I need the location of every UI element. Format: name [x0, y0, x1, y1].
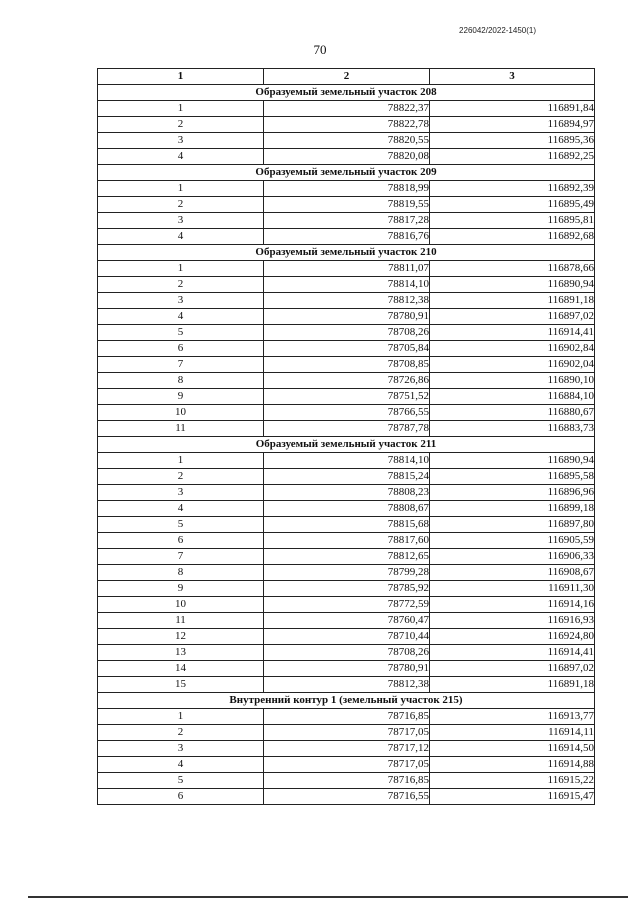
point-number: 6 [98, 533, 264, 549]
point-number: 1 [98, 181, 264, 197]
table-row [98, 261, 595, 277]
x-coordinate: 78812,65 [264, 549, 430, 565]
point-number: 2 [98, 725, 264, 741]
x-coordinate: 78799,28 [264, 565, 430, 581]
point-number: 4 [98, 229, 264, 245]
y-coordinate: 116892,68 [430, 229, 595, 245]
point-number: 15 [98, 677, 264, 693]
point-number: 8 [98, 565, 264, 581]
y-coordinate: 116894,97 [430, 117, 595, 133]
y-coordinate: 116892,25 [430, 149, 595, 165]
section-title: Образуемый земельный участок 211 [98, 437, 595, 453]
point-number: 2 [98, 117, 264, 133]
page-number: 70 [313, 42, 327, 57]
table-body [98, 85, 595, 805]
y-coordinate: 116891,84 [430, 101, 595, 117]
point-number: 4 [98, 309, 264, 325]
column-header-3: 3 [430, 69, 595, 85]
x-coordinate: 78705,84 [264, 341, 430, 357]
point-number: 4 [98, 149, 264, 165]
table-row [98, 725, 595, 741]
y-coordinate: 116892,39 [430, 181, 595, 197]
y-coordinate: 116880,67 [430, 405, 595, 421]
y-coordinate: 116914,41 [430, 325, 595, 341]
table-row [98, 565, 595, 581]
x-coordinate: 78817,60 [264, 533, 430, 549]
y-coordinate: 116914,88 [430, 757, 595, 773]
y-coordinate: 116905,59 [430, 533, 595, 549]
document-id: 226042/2022-1450(1) [459, 26, 536, 35]
x-coordinate: 78808,23 [264, 485, 430, 501]
point-number: 7 [98, 357, 264, 373]
table-row [98, 309, 595, 325]
table-row [98, 421, 595, 437]
table-row [98, 325, 595, 341]
table-row [98, 741, 595, 757]
x-coordinate: 78717,12 [264, 741, 430, 757]
point-number: 9 [98, 581, 264, 597]
x-coordinate: 78760,47 [264, 613, 430, 629]
x-coordinate: 78818,99 [264, 181, 430, 197]
point-number: 9 [98, 389, 264, 405]
section-header-row [98, 437, 595, 453]
x-coordinate: 78716,85 [264, 773, 430, 789]
point-number: 1 [98, 101, 264, 117]
y-coordinate: 116890,10 [430, 373, 595, 389]
y-coordinate: 116915,22 [430, 773, 595, 789]
point-number: 6 [98, 341, 264, 357]
footer-rule [28, 896, 628, 898]
point-number: 5 [98, 325, 264, 341]
point-number: 3 [98, 213, 264, 229]
point-number: 5 [98, 773, 264, 789]
point-number: 4 [98, 501, 264, 517]
table-row [98, 517, 595, 533]
x-coordinate: 78708,26 [264, 325, 430, 341]
table-row [98, 277, 595, 293]
y-coordinate: 116914,11 [430, 725, 595, 741]
point-number: 13 [98, 645, 264, 661]
y-coordinate: 116902,84 [430, 341, 595, 357]
table-row [98, 229, 595, 245]
x-coordinate: 78780,91 [264, 661, 430, 677]
x-coordinate: 78820,08 [264, 149, 430, 165]
y-coordinate: 116883,73 [430, 421, 595, 437]
x-coordinate: 78708,26 [264, 645, 430, 661]
table-row [98, 773, 595, 789]
table-row [98, 613, 595, 629]
table-row [98, 101, 595, 117]
header-row [98, 69, 595, 85]
table-row [98, 757, 595, 773]
x-coordinate: 78820,55 [264, 133, 430, 149]
table-row [98, 597, 595, 613]
x-coordinate: 78814,10 [264, 453, 430, 469]
x-coordinate: 78814,10 [264, 277, 430, 293]
y-coordinate: 116890,94 [430, 277, 595, 293]
y-coordinate: 116908,67 [430, 565, 595, 581]
y-coordinate: 116914,16 [430, 597, 595, 613]
point-number: 1 [98, 709, 264, 725]
y-coordinate: 116906,33 [430, 549, 595, 565]
y-coordinate: 116891,18 [430, 677, 595, 693]
y-coordinate: 116895,81 [430, 213, 595, 229]
point-number: 11 [98, 421, 264, 437]
point-number: 2 [98, 277, 264, 293]
point-number: 2 [98, 197, 264, 213]
table-row [98, 341, 595, 357]
y-coordinate: 116899,18 [430, 501, 595, 517]
y-coordinate: 116895,36 [430, 133, 595, 149]
x-coordinate: 78812,38 [264, 677, 430, 693]
table-row [98, 181, 595, 197]
point-number: 8 [98, 373, 264, 389]
table-row [98, 373, 595, 389]
point-number: 12 [98, 629, 264, 645]
table-row [98, 469, 595, 485]
point-number: 6 [98, 789, 264, 805]
section-header-row [98, 85, 595, 101]
table-row [98, 549, 595, 565]
y-coordinate: 116914,41 [430, 645, 595, 661]
section-title: Образуемый земельный участок 208 [98, 85, 595, 101]
point-number: 3 [98, 485, 264, 501]
x-coordinate: 78726,86 [264, 373, 430, 389]
y-coordinate: 116911,30 [430, 581, 595, 597]
point-number: 4 [98, 757, 264, 773]
x-coordinate: 78780,91 [264, 309, 430, 325]
point-number: 10 [98, 405, 264, 421]
table-row [98, 485, 595, 501]
table-row [98, 213, 595, 229]
point-number: 3 [98, 293, 264, 309]
x-coordinate: 78811,07 [264, 261, 430, 277]
y-coordinate: 116916,93 [430, 613, 595, 629]
x-coordinate: 78817,28 [264, 213, 430, 229]
point-number: 5 [98, 517, 264, 533]
point-number: 10 [98, 597, 264, 613]
point-number: 3 [98, 741, 264, 757]
y-coordinate: 116897,02 [430, 309, 595, 325]
table-row [98, 581, 595, 597]
section-header-row [98, 165, 595, 181]
column-header-1: 1 [98, 69, 264, 85]
table-row [98, 789, 595, 805]
point-number: 11 [98, 613, 264, 629]
section-title: Образуемый земельный участок 210 [98, 245, 595, 261]
x-coordinate: 78751,52 [264, 389, 430, 405]
section-title: Внутренний контур 1 (земельный участок 215) [98, 693, 595, 709]
y-coordinate: 116890,94 [430, 453, 595, 469]
y-coordinate: 116913,77 [430, 709, 595, 725]
table-row [98, 709, 595, 725]
x-coordinate: 78772,59 [264, 597, 430, 613]
table-row [98, 453, 595, 469]
table-row [98, 405, 595, 421]
table-row [98, 661, 595, 677]
y-coordinate: 116884,10 [430, 389, 595, 405]
table-row [98, 149, 595, 165]
x-coordinate: 78822,78 [264, 117, 430, 133]
section-title: Образуемый земельный участок 209 [98, 165, 595, 181]
x-coordinate: 78812,38 [264, 293, 430, 309]
section-header-row [98, 693, 595, 709]
table-row [98, 533, 595, 549]
column-header-2: 2 [264, 69, 430, 85]
y-coordinate: 116915,47 [430, 789, 595, 805]
x-coordinate: 78716,85 [264, 709, 430, 725]
y-coordinate: 116902,04 [430, 357, 595, 373]
y-coordinate: 116897,02 [430, 661, 595, 677]
x-coordinate: 78816,76 [264, 229, 430, 245]
table-row [98, 677, 595, 693]
table-row [98, 133, 595, 149]
point-number: 1 [98, 261, 264, 277]
x-coordinate: 78822,37 [264, 101, 430, 117]
x-coordinate: 78785,92 [264, 581, 430, 597]
x-coordinate: 78710,44 [264, 629, 430, 645]
y-coordinate: 116924,80 [430, 629, 595, 645]
x-coordinate: 78819,55 [264, 197, 430, 213]
point-number: 1 [98, 453, 264, 469]
x-coordinate: 78716,55 [264, 789, 430, 805]
x-coordinate: 78717,05 [264, 757, 430, 773]
point-number: 7 [98, 549, 264, 565]
section-header-row [98, 245, 595, 261]
point-number: 3 [98, 133, 264, 149]
y-coordinate: 116878,66 [430, 261, 595, 277]
y-coordinate: 116895,58 [430, 469, 595, 485]
table-row [98, 117, 595, 133]
y-coordinate: 116895,49 [430, 197, 595, 213]
table-row [98, 293, 595, 309]
x-coordinate: 78708,85 [264, 357, 430, 373]
x-coordinate: 78766,55 [264, 405, 430, 421]
x-coordinate: 78815,68 [264, 517, 430, 533]
table-row [98, 389, 595, 405]
table-row [98, 629, 595, 645]
x-coordinate: 78808,67 [264, 501, 430, 517]
table-row [98, 645, 595, 661]
coordinates-table [97, 68, 595, 805]
y-coordinate: 116897,80 [430, 517, 595, 533]
y-coordinate: 116914,50 [430, 741, 595, 757]
table-row [98, 501, 595, 517]
x-coordinate: 78787,78 [264, 421, 430, 437]
x-coordinate: 78717,05 [264, 725, 430, 741]
y-coordinate: 116891,18 [430, 293, 595, 309]
x-coordinate: 78815,24 [264, 469, 430, 485]
y-coordinate: 116896,96 [430, 485, 595, 501]
point-number: 14 [98, 661, 264, 677]
point-number: 2 [98, 469, 264, 485]
table-row [98, 197, 595, 213]
table-row [98, 357, 595, 373]
